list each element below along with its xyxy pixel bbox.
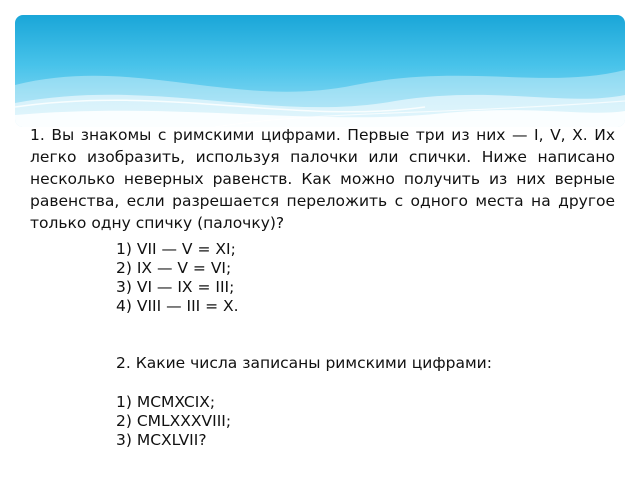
task2-item: 3) MCXLVII? <box>116 431 207 449</box>
task1-item: 2) IX — V = VI; <box>116 259 232 277</box>
task2-item: 1) MCMXCIX; <box>116 393 216 411</box>
task1-item: 4) VIII — III = X. <box>116 297 239 315</box>
task2-list <box>116 393 231 450</box>
task2-question: 2. Какие числа записаны римскими цифрами: <box>116 354 492 372</box>
task1-item: 1) VII — V = XI; <box>116 240 236 258</box>
task1-intro: 1. Вы знакомы с римскими цифрами. Первые три из них — I, V, X. Их легко изобразить, используя палочки или спички. Ниже написано несколько неверных равенств. Как можно получить из них верные равенства, если разрешается переложить с одного места на другое только одну спичку (палочку)? <box>30 126 615 232</box>
task1-list <box>116 240 239 316</box>
task2-item: 2) CMLXXXVIII; <box>116 412 232 430</box>
task1-item: 3) VI — IX = III; <box>116 278 235 296</box>
